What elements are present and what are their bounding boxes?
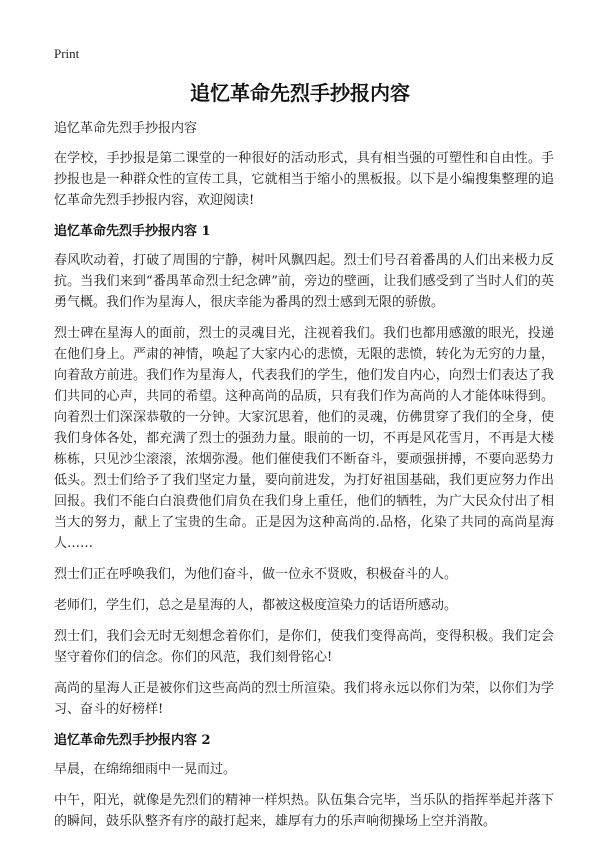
paragraph: 烈士们正在呼唤我们，为他们奋斗，做一位永不贤败，积极奋斗的人。 <box>54 567 458 582</box>
article-subtitle: 追忆革命先烈手抄报内容 <box>54 121 198 136</box>
paragraph: 早晨，在绵绵细雨中一晃而过。 <box>54 762 237 777</box>
paragraph: 老师们，学生们，总之是星海的人，都被这极度渲染力的话语所感动。 <box>54 598 458 613</box>
intro-paragraph: 在学校，手抄报是第二课堂的一种很好的活动形式，具有相当强的可塑性和自由性。手抄报也是一种群众性的宣传工具，它就相当于缩小的黑板报。以下是小编搜集整理的追忆革命先烈手抄报内容，欢迎阅读! <box>54 151 554 208</box>
article-body <box>54 118 554 842</box>
paragraph: 高尚的星海人正是被你们这些高尚的烈士所渲染。我们将永远以你们为荣，以你们为学习、奋斗的好榜样! <box>54 681 554 717</box>
paragraph: 烈士们，我们会无时无刻想念着你们，是你们，使我们变得高尚，变得积极。我们定会坚守着你们的信念。你们的风范，我们刻骨铭心! <box>54 629 554 665</box>
print-link[interactable]: Print <box>54 46 80 61</box>
paragraph: 中午，阳光，就像是先烈们的精神一样炽热。队伍集合完毕，当乐队的指挥举起并落下的瞬间，鼓乐队整齐有序的敲打起来，雄厚有力的乐声响彻操场上空并消散。 <box>54 793 554 829</box>
page-title: 追忆革命先烈手抄报内容 <box>190 81 410 105</box>
paragraph: 烈士碑在星海人的面前，烈士的灵魂目光，注视着我们。我们也都用感激的眼光，投递在他们身上。严肃的神情，唤起了大家内心的悲愤，无限的悲愤，转化为无穷的力量，向着敌方前进。我们作为星海人，代表我们的学生，他们发自内心，向烈士们表达了我们共同的心声，共同的希望。这种高尚的品质，只有我们作为高尚的人才能体味得到。向着烈士们深深恭敬的一分钟。大家沉思着，他们的灵魂，仿佛贯穿了我们的全身，使我们身体各处，都充满了烈士的强劲力量。眼前的一切，不再是风花雪月，不再是大楼栋栋，只见沙尘滚滚，浓烟弥漫。他们催使我们不断奋斗，要顽强拼搏，不要向恶势力低头。烈士们给予了我们坚定力量，要向前进发，为打好祖国基础，我们更应努力作出回报。我们不能白白浪费他们肩负在我们身上重任，他们的牺牲，为广大民众付出了相当大的努力，献上了宝贵的生命。正是因为这种高尚的.品格，化染了共同的高尚星海人…… <box>54 326 554 551</box>
section-heading-2: 追忆革命先烈手抄报内容 2 <box>54 733 211 748</box>
section-heading-1: 追忆革命先烈手抄报内容 1 <box>54 224 211 239</box>
paragraph: 春风吹动着，打破了周围的宁静，树叶风飘四起。烈士们号召着番禺的人们出来极力反抗。当我们来到“番禺革命烈士纪念碑”前，旁边的壁画，让我们感受到了当时人们的英勇气概。我们作为星海人，很庆幸能为番禺的烈士感到无限的骄傲。 <box>54 253 554 310</box>
